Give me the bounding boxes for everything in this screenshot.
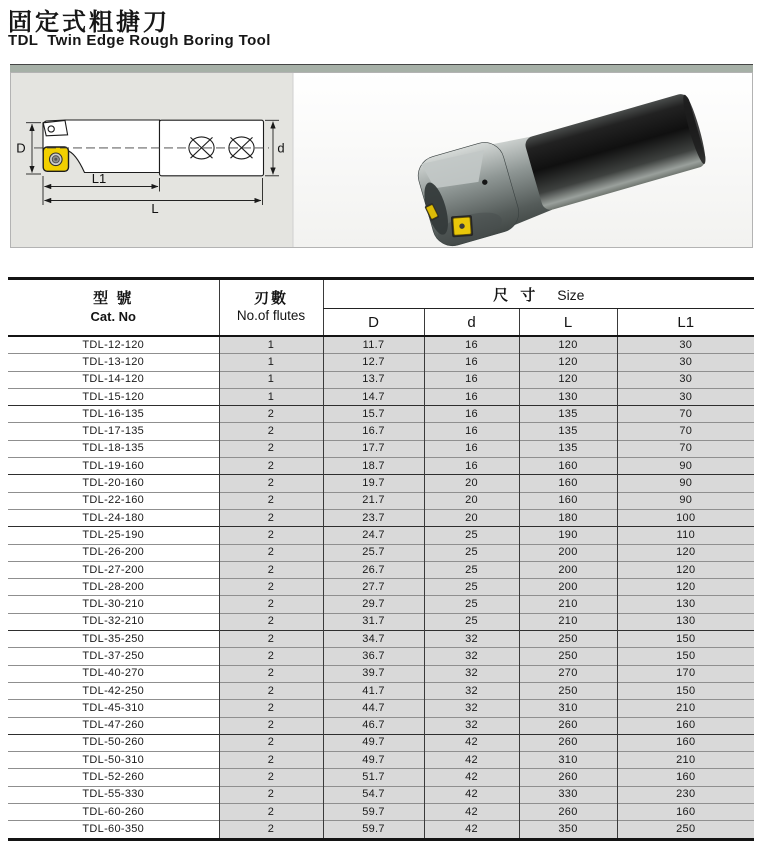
cat-no-label-zh: 型 號 (93, 290, 134, 307)
table-row (8, 336, 754, 354)
flutes-cell: 2 (219, 579, 323, 596)
dim-d-cell: 16 (424, 440, 519, 457)
flutes-cell: 2 (219, 596, 323, 613)
dim-L-cell: 135 (519, 406, 617, 423)
dim-d-cell: 20 (424, 475, 519, 492)
dim-label-d: d (277, 140, 285, 156)
table-row (8, 769, 754, 786)
dim-L-cell: 330 (519, 786, 617, 803)
dim-d-cell: 25 (424, 579, 519, 596)
dim-d-cell: 25 (424, 527, 519, 544)
dim-d-cell: 42 (424, 752, 519, 769)
flutes-cell: 2 (219, 717, 323, 734)
table-row (8, 665, 754, 682)
figure-panel (10, 64, 753, 248)
cat-no-cell: TDL-60-260 (8, 804, 219, 821)
dim-d-cell: 32 (424, 682, 519, 699)
cat-no-cell: TDL-15-120 (8, 388, 219, 405)
dim-L-cell: 260 (519, 769, 617, 786)
dim-L1-cell: 120 (617, 544, 754, 561)
dim-d-cell: 16 (424, 354, 519, 371)
dim-L-cell: 120 (519, 336, 617, 354)
dim-d-cell: 16 (424, 458, 519, 475)
cat-no-cell: TDL-50-260 (8, 734, 219, 751)
dim-L1-cell: 90 (617, 475, 754, 492)
table-row (8, 527, 754, 544)
dim-L-cell: 160 (519, 458, 617, 475)
dim-d-cell: 16 (424, 423, 519, 440)
cat-no-cell: TDL-17-135 (8, 423, 219, 440)
table-row (8, 596, 754, 613)
cat-no-cell: TDL-24-180 (8, 509, 219, 526)
cat-no-cell: TDL-22-160 (8, 492, 219, 509)
dim-L-cell: 200 (519, 544, 617, 561)
dim-D-cell: 16.7 (323, 423, 424, 440)
dim-d-cell: 32 (424, 665, 519, 682)
dim-L1-cell: 250 (617, 821, 754, 839)
dim-D-cell: 24.7 (323, 527, 424, 544)
cat-no-cell: TDL-30-210 (8, 596, 219, 613)
dim-L-cell: 260 (519, 804, 617, 821)
flutes-cell: 2 (219, 631, 323, 648)
dim-d-cell: 25 (424, 561, 519, 578)
cat-no-cell: TDL-50-310 (8, 752, 219, 769)
flutes-cell: 2 (219, 527, 323, 544)
dim-D-cell: 27.7 (323, 579, 424, 596)
dim-L-cell: 210 (519, 596, 617, 613)
col-header-size (323, 279, 754, 309)
dim-L1-cell: 230 (617, 786, 754, 803)
cat-no-cell: TDL-27-200 (8, 561, 219, 578)
dim-d-cell: 25 (424, 544, 519, 561)
dim-D-cell: 59.7 (323, 804, 424, 821)
flutes-cell: 2 (219, 492, 323, 509)
cat-no-cell: TDL-60-350 (8, 821, 219, 839)
dim-L1-cell: 30 (617, 354, 754, 371)
table-row (8, 492, 754, 509)
dim-D-cell: 41.7 (323, 682, 424, 699)
flutes-cell: 2 (219, 804, 323, 821)
table-row (8, 648, 754, 665)
dim-D-cell: 59.7 (323, 821, 424, 839)
dim-L1-cell: 160 (617, 804, 754, 821)
cat-no-cell: TDL-26-200 (8, 544, 219, 561)
flutes-cell: 2 (219, 613, 323, 630)
cat-no-cell: TDL-45-310 (8, 700, 219, 717)
cat-no-cell: TDL-35-250 (8, 631, 219, 648)
dim-L1-cell: 120 (617, 579, 754, 596)
dim-L-cell: 120 (519, 371, 617, 388)
dim-d-cell: 32 (424, 631, 519, 648)
spec-table-header (8, 279, 754, 337)
dim-L1-cell: 70 (617, 406, 754, 423)
flutes-cell: 2 (219, 786, 323, 803)
plate-hole (48, 126, 54, 132)
table-row (8, 631, 754, 648)
dim-L1-cell: 210 (617, 700, 754, 717)
dim-L1-cell: 70 (617, 440, 754, 457)
dim-L1-cell: 130 (617, 596, 754, 613)
table-row (8, 354, 754, 371)
dim-L-cell: 250 (519, 631, 617, 648)
dim-d-cell: 42 (424, 734, 519, 751)
panel-top-band (10, 64, 753, 72)
table-row (8, 440, 754, 457)
cat-no-cell: TDL-40-270 (8, 665, 219, 682)
dim-D-cell: 19.7 (323, 475, 424, 492)
dim-L1-cell: 130 (617, 613, 754, 630)
table-row (8, 717, 754, 734)
col-header-L1: L1 (617, 309, 754, 337)
dim-label-D: D (16, 140, 26, 156)
dim-L-cell: 260 (519, 717, 617, 734)
dim-L1-cell: 30 (617, 388, 754, 405)
col-header-cat-no (8, 279, 219, 337)
flutes-cell: 2 (219, 648, 323, 665)
dim-L-cell: 310 (519, 700, 617, 717)
size-label-zh: 尺 寸 (493, 286, 540, 304)
dim-d-cell: 32 (424, 700, 519, 717)
dim-L-cell: 200 (519, 561, 617, 578)
dim-D-cell: 11.7 (323, 336, 424, 354)
dim-L-cell: 250 (519, 682, 617, 699)
dim-D-cell: 26.7 (323, 561, 424, 578)
cat-no-cell: TDL-42-250 (8, 682, 219, 699)
dim-L1-cell: 120 (617, 561, 754, 578)
dim-L-cell: 310 (519, 752, 617, 769)
dim-L-cell: 180 (519, 509, 617, 526)
col-header-flutes (219, 279, 323, 337)
page-subtitle: TDL Twin Edge Rough Boring Tool (8, 32, 271, 49)
dim-D-cell: 29.7 (323, 596, 424, 613)
cat-no-cell: TDL-37-250 (8, 648, 219, 665)
flutes-cell: 1 (219, 336, 323, 354)
dim-label-L1: L1 (91, 171, 107, 186)
dim-L1-cell: 160 (617, 769, 754, 786)
dim-L1-cell: 90 (617, 492, 754, 509)
flutes-label-en: No.of flutes (236, 308, 306, 324)
cat-no-cell: TDL-47-260 (8, 717, 219, 734)
cat-no-cell: TDL-32-210 (8, 613, 219, 630)
dim-d-cell: 16 (424, 388, 519, 405)
table-row (8, 561, 754, 578)
flutes-cell: 2 (219, 752, 323, 769)
dim-L1-cell: 150 (617, 648, 754, 665)
dim-d-cell: 20 (424, 492, 519, 509)
cat-no-cell: TDL-19-160 (8, 458, 219, 475)
table-row (8, 544, 754, 561)
table-row (8, 682, 754, 699)
dim-D-cell: 21.7 (323, 492, 424, 509)
cat-no-cell: TDL-52-260 (8, 769, 219, 786)
dim-D-cell: 49.7 (323, 734, 424, 751)
dim-L1-cell: 160 (617, 717, 754, 734)
dim-D-cell: 31.7 (323, 613, 424, 630)
dim-D-cell: 14.7 (323, 388, 424, 405)
dim-L1-cell: 160 (617, 734, 754, 751)
cat-no-cell: TDL-13-120 (8, 354, 219, 371)
table-row (8, 786, 754, 803)
table-row (8, 804, 754, 821)
flutes-cell: 2 (219, 665, 323, 682)
flutes-cell: 2 (219, 769, 323, 786)
dim-d-cell: 42 (424, 804, 519, 821)
dim-d-cell: 42 (424, 821, 519, 839)
dim-L-cell: 120 (519, 354, 617, 371)
dim-D-cell: 44.7 (323, 700, 424, 717)
table-row (8, 734, 754, 751)
table-row (8, 579, 754, 596)
dim-d-cell: 16 (424, 406, 519, 423)
dim-L1-cell: 30 (617, 371, 754, 388)
table-row (8, 509, 754, 526)
dim-L1-cell: 150 (617, 631, 754, 648)
dim-D-cell: 15.7 (323, 406, 424, 423)
dim-L1-cell: 210 (617, 752, 754, 769)
dim-D-cell: 51.7 (323, 769, 424, 786)
flutes-cell: 2 (219, 561, 323, 578)
flutes-cell: 1 (219, 371, 323, 388)
dim-L1-cell: 150 (617, 682, 754, 699)
dim-L-cell: 160 (519, 492, 617, 509)
col-header-d: d (424, 309, 519, 337)
table-row (8, 821, 754, 839)
col-header-L: L (519, 309, 617, 337)
cat-no-cell: TDL-28-200 (8, 579, 219, 596)
cat-no-cell: TDL-20-160 (8, 475, 219, 492)
flutes-label-zh: 刃數 (253, 289, 288, 307)
cat-no-cell: TDL-16-135 (8, 406, 219, 423)
dim-D-cell: 39.7 (323, 665, 424, 682)
dim-D-cell: 49.7 (323, 752, 424, 769)
dim-L-cell: 130 (519, 388, 617, 405)
col-header-D: D (323, 309, 424, 337)
flutes-cell: 2 (219, 734, 323, 751)
table-row (8, 613, 754, 630)
flutes-cell: 2 (219, 544, 323, 561)
table-row (8, 700, 754, 717)
dim-L-cell: 210 (519, 613, 617, 630)
dim-L1-cell: 110 (617, 527, 754, 544)
dim-L-cell: 160 (519, 475, 617, 492)
table-row (8, 388, 754, 405)
page-title: 固定式粗搪刀 (8, 9, 170, 36)
dim-D-cell: 25.7 (323, 544, 424, 561)
dim-L-cell: 270 (519, 665, 617, 682)
flutes-cell: 2 (219, 406, 323, 423)
dim-L-cell: 135 (519, 423, 617, 440)
flutes-cell: 2 (219, 440, 323, 457)
table-row (8, 752, 754, 769)
dim-d-cell: 25 (424, 613, 519, 630)
cat-no-label-en: Cat. No (90, 308, 136, 324)
dim-d-cell: 16 (424, 371, 519, 388)
flutes-cell: 2 (219, 682, 323, 699)
dim-D-cell: 54.7 (323, 786, 424, 803)
dim-D-cell: 13.7 (323, 371, 424, 388)
dim-L1-cell: 70 (617, 423, 754, 440)
flutes-cell: 2 (219, 509, 323, 526)
clamp-plate (43, 120, 67, 135)
dim-D-cell: 17.7 (323, 440, 424, 457)
flutes-cell: 2 (219, 423, 323, 440)
dim-D-cell: 12.7 (323, 354, 424, 371)
table-row (8, 371, 754, 388)
flutes-cell: 2 (219, 700, 323, 717)
cat-no-cell: TDL-12-120 (8, 336, 219, 354)
dim-L-cell: 200 (519, 579, 617, 596)
dim-L1-cell: 30 (617, 336, 754, 354)
dim-d-cell: 32 (424, 717, 519, 734)
cat-no-cell: TDL-18-135 (8, 440, 219, 457)
flutes-cell: 2 (219, 821, 323, 839)
spec-table (8, 277, 754, 841)
dim-L-cell: 250 (519, 648, 617, 665)
dim-d-cell: 16 (424, 336, 519, 354)
table-row (8, 423, 754, 440)
cat-no-cell: TDL-14-120 (8, 371, 219, 388)
dim-D-cell: 23.7 (323, 509, 424, 526)
insert-screw-dot (54, 158, 57, 161)
dim-L1-cell: 170 (617, 665, 754, 682)
dim-d-cell: 32 (424, 648, 519, 665)
table-row (8, 458, 754, 475)
size-label-en: Size (557, 286, 585, 303)
dim-d-cell: 25 (424, 596, 519, 613)
photo-insert-front (451, 215, 473, 237)
table-row (8, 406, 754, 423)
flutes-cell: 1 (219, 388, 323, 405)
dim-D-cell: 36.7 (323, 648, 424, 665)
figure-canvas (10, 72, 753, 248)
cat-no-cell: TDL-55-330 (8, 786, 219, 803)
dim-D-cell: 34.7 (323, 631, 424, 648)
dim-L-cell: 135 (519, 440, 617, 457)
dim-L1-cell: 90 (617, 458, 754, 475)
flutes-cell: 2 (219, 475, 323, 492)
dim-d-cell: 42 (424, 786, 519, 803)
flutes-cell: 2 (219, 458, 323, 475)
flutes-cell: 1 (219, 354, 323, 371)
cat-no-cell: TDL-25-190 (8, 527, 219, 544)
dim-L-cell: 260 (519, 734, 617, 751)
dim-D-cell: 46.7 (323, 717, 424, 734)
table-row (8, 475, 754, 492)
dim-d-cell: 42 (424, 769, 519, 786)
dim-L1-cell: 100 (617, 509, 754, 526)
dim-L-cell: 350 (519, 821, 617, 839)
dim-label-L: L (151, 201, 159, 216)
dim-L-cell: 190 (519, 527, 617, 544)
spec-table-body (8, 336, 754, 839)
dim-D-cell: 18.7 (323, 458, 424, 475)
dim-d-cell: 20 (424, 509, 519, 526)
